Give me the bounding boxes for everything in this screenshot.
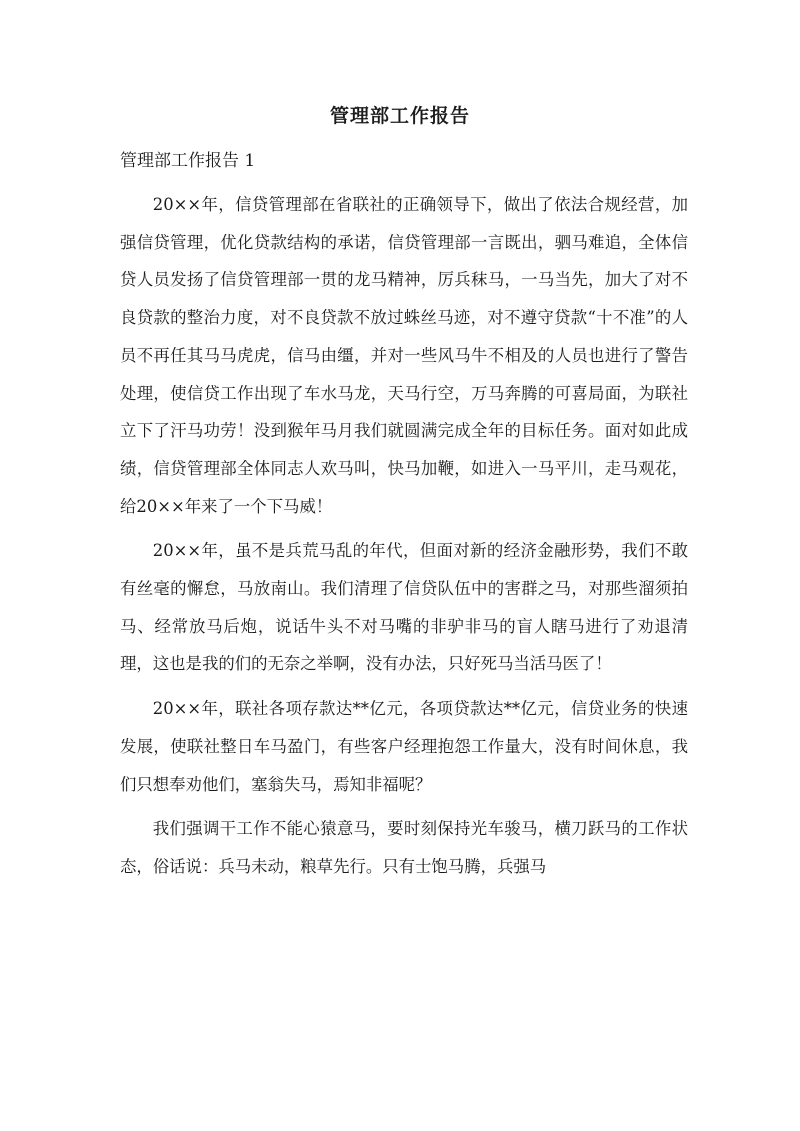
document-title: 管理部工作报告 — [329, 105, 470, 127]
document-body — [120, 186, 688, 893]
paragraph: 20××年，虽不是兵荒马乱的年代，但面对新的经济金融形势，我们不敢有丝毫的懈怠，马放南山。我们清理了信贷队伍中的害群之马，对那些溜须拍马、经常放马后炮，说话牛头不对马嘴的非驴非马的盲人瞎马进行了劝退清理，这也是我的们的无奈之举啊，没有办法，只好死马当活马医了！ — [120, 541, 688, 674]
paragraph: 我们强调干工作不能心猿意马，要时刻保持光车骏马，横刀跃马的工作状态，俗话说：兵马未动，粮草先行。只有士饱马腾，兵强马 — [120, 819, 688, 876]
paragraph: 20××年，信贷管理部在省联社的正确领导下，做出了依法合规经营，加强信贷管理，优化贷款结构的承诺，信贷管理部一言既出，驷马难追，全体信贷人员发扬了信贷管理部一贯的龙马精神，厉兵秣马，一马当先，加大了对不良贷款的整治力度，对不良贷款不放过蛛丝马迹，对不遵守贷款“十不准”的人员不再任其马马虎虎，信马由缰，并对一些风马牛不相及的人员也进行了警告处理，使信贷工作出现了车水马龙，天马行空，万马奔腾的可喜局面，为联社立下了汗马功劳！没到猴年马月我们就圆满完成全年的目标任务。面对如此成绩，信贷管理部全体同志人欢马叫，快马加鞭，如进入一马平川，走马观花，给20××年来了一个下马威！ — [120, 195, 688, 516]
paragraph: 20××年，联社各项存款达**亿元，各项贷款达**亿元，信贷业务的快速发展，使联社整日车马盈门，有些客户经理抱怨工作量大，没有时间休息，我们只想奉劝他们，塞翁失马，焉知非福呢？ — [120, 699, 688, 794]
document-subtitle: 管理部工作报告 1 — [120, 151, 256, 171]
